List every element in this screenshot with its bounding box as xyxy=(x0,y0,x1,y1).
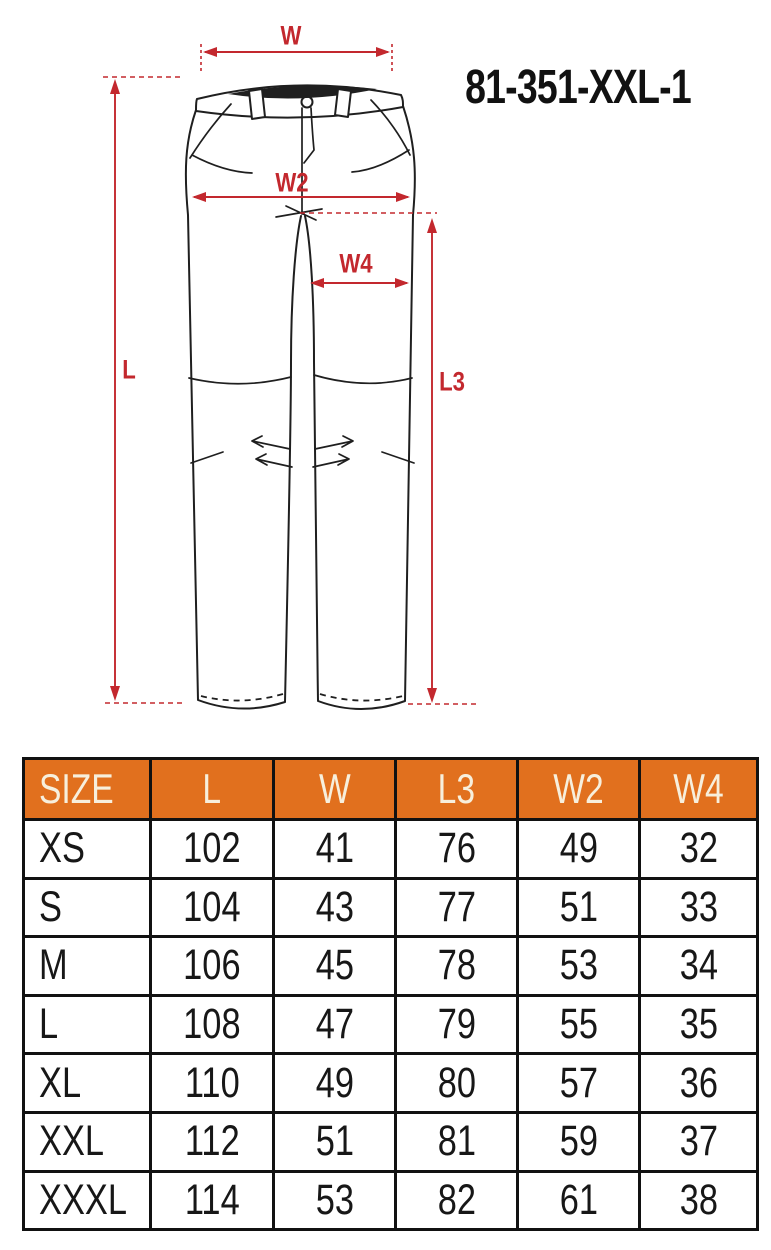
cell: 76 xyxy=(396,820,518,879)
cell: 53 xyxy=(274,1171,396,1230)
cell: 57 xyxy=(518,1054,640,1113)
stitch-detail xyxy=(313,454,349,467)
knee-seam xyxy=(189,377,291,384)
cell: 108 xyxy=(151,995,274,1054)
table-row xyxy=(24,937,758,996)
cell: 114 xyxy=(151,1171,274,1230)
size-cell: XXXL xyxy=(24,1171,151,1230)
cell: 59 xyxy=(518,1112,640,1171)
size-table xyxy=(22,757,759,1231)
cell: 32 xyxy=(640,820,758,879)
cell: 79 xyxy=(396,995,518,1054)
size-cell: S xyxy=(24,878,151,937)
crotch-seam xyxy=(276,206,322,220)
column-header-l: L xyxy=(151,759,274,820)
size-cell: M xyxy=(24,937,151,996)
hem-stitch xyxy=(320,694,403,701)
pocket xyxy=(192,155,252,173)
belt-loop xyxy=(335,89,351,117)
cell: 106 xyxy=(151,937,274,996)
cell: 45 xyxy=(274,937,396,996)
cell: 49 xyxy=(518,820,640,879)
table-row xyxy=(24,995,758,1054)
cell: 35 xyxy=(640,995,758,1054)
cell: 80 xyxy=(396,1054,518,1113)
table-row xyxy=(24,1112,758,1171)
cell: 37 xyxy=(640,1112,758,1171)
column-header-w2: W2 xyxy=(518,759,640,820)
table-row xyxy=(24,1171,758,1230)
header-row xyxy=(24,759,758,820)
column-header-w4: W4 xyxy=(640,759,758,820)
cell: 78 xyxy=(396,937,518,996)
size-cell: XL xyxy=(24,1054,151,1113)
cell: 51 xyxy=(518,878,640,937)
column-header-l3: L3 xyxy=(396,759,518,820)
hem-stitch xyxy=(201,694,283,701)
table-row xyxy=(24,820,758,879)
label-w4: W4 xyxy=(339,248,373,279)
dimension-w4 xyxy=(310,278,409,288)
cell: 33 xyxy=(640,878,758,937)
label-l3: L3 xyxy=(439,366,465,397)
table-row xyxy=(24,878,758,937)
belt-loop xyxy=(249,89,265,119)
size-cell: XXL xyxy=(24,1112,151,1171)
stitch-detail xyxy=(252,436,290,449)
stitch-detail xyxy=(256,454,292,467)
cell: 104 xyxy=(151,878,274,937)
cell: 82 xyxy=(396,1171,518,1230)
size-cell: L xyxy=(24,995,151,1054)
size-cell: XS xyxy=(24,820,151,879)
cell: 81 xyxy=(396,1112,518,1171)
knee-seam xyxy=(314,375,412,383)
cell: 49 xyxy=(274,1054,396,1113)
dimension-l xyxy=(103,77,183,703)
product-code: 81-351-XXL-1 xyxy=(465,61,691,114)
table-row xyxy=(24,1054,758,1113)
stitch-detail xyxy=(191,452,223,463)
cell: 34 xyxy=(640,937,758,996)
cell: 47 xyxy=(274,995,396,1054)
button xyxy=(302,97,313,108)
cell: 102 xyxy=(151,820,274,879)
cell: 38 xyxy=(640,1171,758,1230)
dimension-l3 xyxy=(300,213,480,704)
cell: 43 xyxy=(274,878,396,937)
cell: 51 xyxy=(274,1112,396,1171)
cell: 41 xyxy=(274,820,396,879)
label-l: L xyxy=(122,354,136,385)
column-header-size: SIZE xyxy=(24,759,151,820)
cell: 77 xyxy=(396,878,518,937)
cell: 110 xyxy=(151,1054,274,1113)
label-w2: W2 xyxy=(275,167,309,198)
cell: 55 xyxy=(518,995,640,1054)
cell: 61 xyxy=(518,1171,640,1230)
stitch-detail xyxy=(315,436,353,449)
cell: 53 xyxy=(518,937,640,996)
cell: 112 xyxy=(151,1112,274,1171)
pocket xyxy=(352,150,409,172)
column-header-w: W xyxy=(274,759,396,820)
label-w: W xyxy=(280,20,302,51)
cell: 36 xyxy=(640,1054,758,1113)
